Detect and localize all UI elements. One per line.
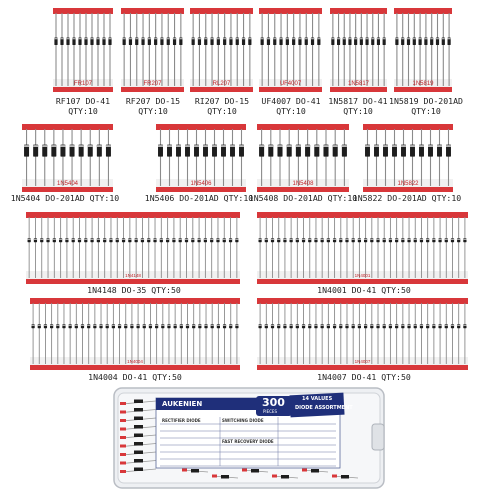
box-count: 300 [262,396,285,409]
tape-label: 1N5404 [56,181,79,188]
box-title: DIODE ASSORTMENT [295,405,353,411]
tape-label: 1N5406 [190,181,212,188]
box-values-line: 14 VALUES [302,396,333,402]
box-brand: AUKENIEN [162,400,203,408]
diode-strip-1n5406 [156,124,246,192]
diode-caption-fr207: RF207 DO-15 QTY:10 [125,96,181,116]
tape-label: FR207 [143,81,162,88]
storage-box [112,384,386,492]
tape-label: UF4007 [279,81,302,88]
diode-caption-1n5406: 1N5406 DO-201AD QTY:10 [144,193,254,203]
tape-label: 1N4148 [125,273,141,279]
diode-strip-1n5817 [330,8,387,92]
tape-label: RL207 [212,81,231,88]
diode-caption-1n4148: 1N4148 DO-35 QTY:50 [87,285,181,295]
diode-caption-uf4007: UF4007 DO-41 QTY:10 [261,96,321,116]
tape-label: 1N5819 [412,81,434,88]
diode-strip-1n5822 [363,124,453,192]
tape-label: 1N4001 [354,273,371,279]
diode-strip-1n5819 [394,8,452,92]
tape-label: 1N5822 [397,181,419,188]
tape-label: 1N4007 [354,359,371,365]
diode-strip-1n4148 [26,212,240,284]
diode-strip-1n4001 [257,212,468,284]
diode-caption-1n5822: 1N5822 DO-201AD QTY:10 [352,193,462,203]
diode-caption-1n5404: 1N5404 DO-201AD QTY:10 [10,193,120,203]
tape-label: FR107 [73,81,93,88]
diode-strip-uf4007 [259,8,322,92]
diode-caption-1n4001: 1N4001 DO-41 QTY:50 [317,285,411,295]
diode-strip-fr107 [53,8,113,92]
box-table-header-3: FAST RECOVERY DIODE [222,439,274,444]
tape-label: 1N5408 [292,181,314,188]
diode-strip-fr207 [121,8,184,92]
diode-strip-1n4007 [257,298,468,370]
box-count-unit: PIECES [263,409,277,414]
diode-caption-fr107: RF107 DO-41 QTY:10 [55,96,111,116]
box-table-header-1: RECTIFIER DIODE [162,418,201,423]
diode-caption-rl207: RI207 DO-15 QTY:10 [194,96,250,116]
tape-label: 1N5817 [347,81,370,88]
diode-strip-1n5404 [22,124,113,192]
diode-strip-rl207 [190,8,253,92]
diode-caption-1n5819: 1N5819 DO-201AD QTY:10 [389,96,463,116]
tape-label: 1N4004 [127,359,143,365]
diode-strip-1n5408 [257,124,349,192]
diode-strip-1n4004 [30,298,240,370]
box-table-header-2: SWITCHING DIODE [222,418,264,423]
diode-caption-1n5817: 1N5817 DO-41 QTY:10 [328,96,388,116]
diode-caption-1n4004: 1N4004 DO-41 QTY:50 [88,372,182,382]
diode-caption-1n5408: 1N5408 DO-201AD QTY:10 [248,193,358,203]
diode-caption-1n4007: 1N4007 DO-41 QTY:50 [317,372,411,382]
